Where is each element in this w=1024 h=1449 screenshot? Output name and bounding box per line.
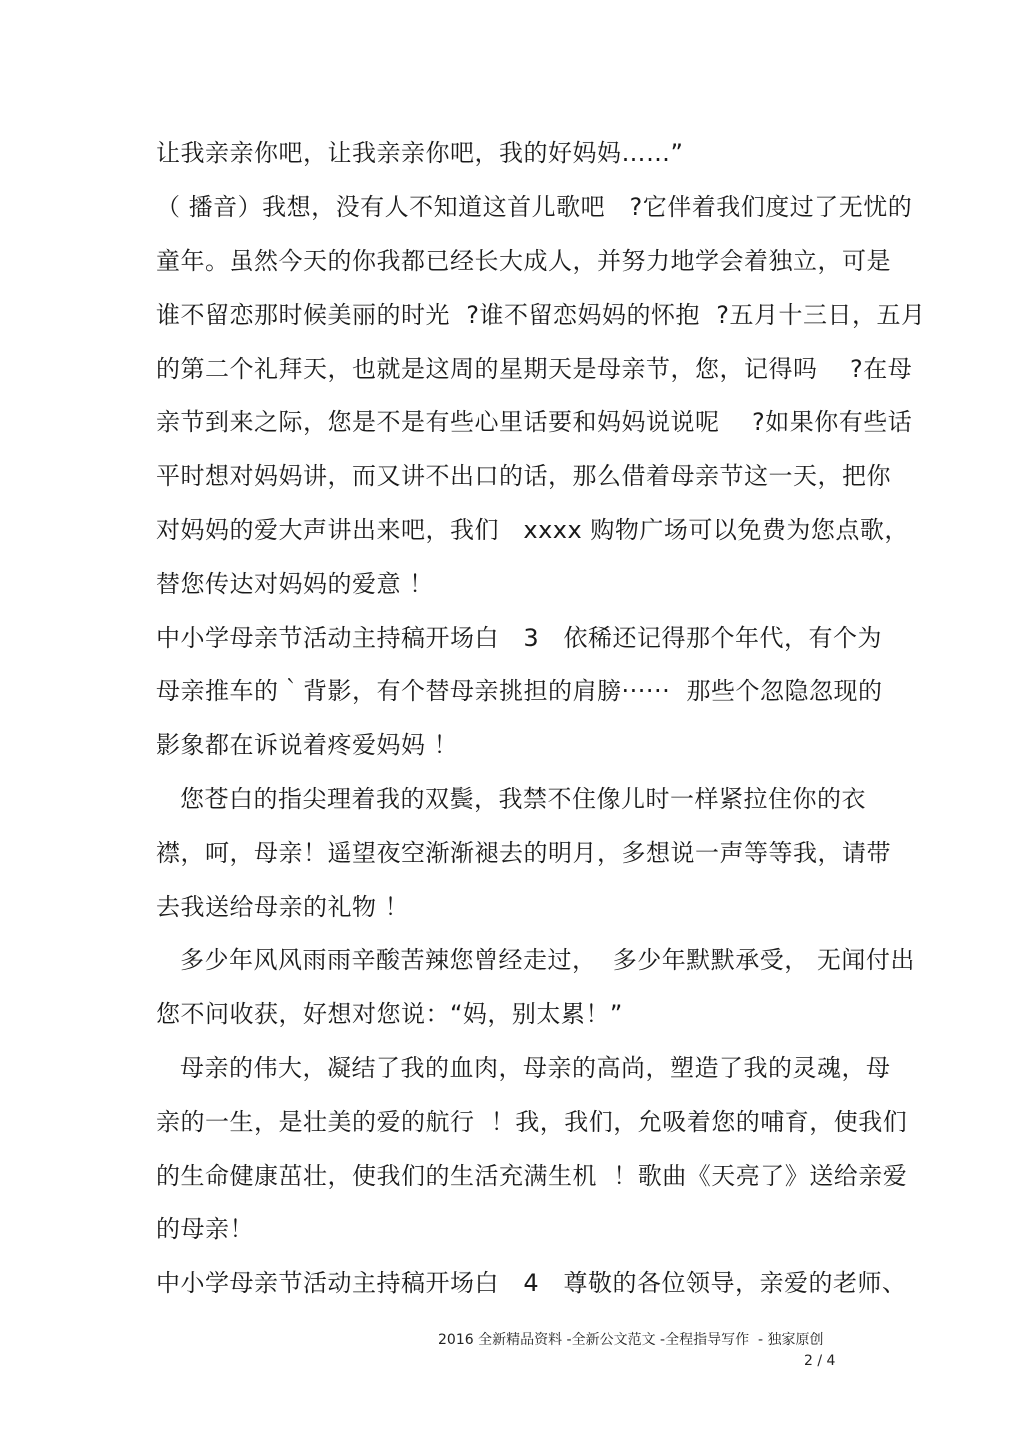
- text-line: 亲的一生，是壮美的爱的航行 ！我，我们，允吸着您的哺育，使我们: [156, 1108, 908, 1136]
- text-line: 的生命健康茁壮，使我们的生活充满生机 ！歌曲《天亮了》送给亲爱: [156, 1162, 908, 1190]
- paragraph-start-line: 您苍白的指尖理着我的双鬓，我禁不住像儿时一样紧拉住你的衣: [180, 785, 866, 813]
- section-heading-line: 中小学母亲节活动主持稿开场白 4 尊敬的各位领导，亲爱的老师、: [156, 1269, 907, 1297]
- page-number: 2 / 4: [804, 1353, 836, 1369]
- text-line: 襟，呵，母亲！遥望夜空渐渐褪去的明月，多想说一声等等我，请带: [156, 839, 891, 867]
- text-line: 对妈妈的爱大声讲出来吧，我们 xxxx 购物广场可以免费为您点歌，: [156, 516, 909, 544]
- text-line: 童年。虽然今天的你我都已经长大成人，并努力地学会着独立，可是: [156, 247, 891, 275]
- text-line: 的第二个礼拜天，也就是这周的星期天是母亲节，您，记得吗 ?在母: [156, 355, 913, 383]
- paragraph-start-line: 母亲的伟大，凝结了我的血肉，母亲的高尚，塑造了我的灵魂，母: [180, 1054, 891, 1082]
- text-line: 平时想对妈妈讲，而又讲不出口的话，那么借着母亲节这一天，把你: [156, 462, 891, 490]
- text-line: 亲节到来之际，您是不是有些心里话要和妈妈说说呢 ?如果你有些话: [156, 408, 913, 436]
- text-line: 去我送给母亲的礼物 ！: [156, 893, 410, 921]
- text-line: 您不问收获，好想对您说：“妈，别太累！”: [156, 1000, 623, 1028]
- paragraph-start-line: 多少年风风雨雨辛酸苦辣您曾经走过， 多少年默默承受， 无闻付出: [180, 946, 915, 974]
- text-line: 母亲推车的｀背影，有个替母亲挑担的肩膀······ 那些个忽隐忽现的: [156, 677, 883, 705]
- text-line: 影象都在诉说着疼爱妈妈 ！: [156, 731, 459, 759]
- section-heading-line: 中小学母亲节活动主持稿开场白 3 依稀还记得那个年代，有个为: [156, 624, 883, 652]
- text-line: （ 播音）我想，没有人不知道这首儿歌吧 ?它伴着我们度过了无忧的: [156, 193, 913, 221]
- page-footer: 2016 全新精品资料 -全新公文范文 -全程指导写作 - 独家原创: [438, 1332, 824, 1348]
- text-line: 替您传达对妈妈的爱意 ！: [156, 570, 434, 598]
- text-line: 谁不留恋那时候美丽的时光 ?谁不留恋妈妈的怀抱 ?五月十三日，五月: [156, 301, 926, 329]
- text-line: 让我亲亲你吧，让我亲亲你吧，我的好妈妈……”: [156, 139, 684, 167]
- text-line: 的母亲！: [156, 1215, 254, 1243]
